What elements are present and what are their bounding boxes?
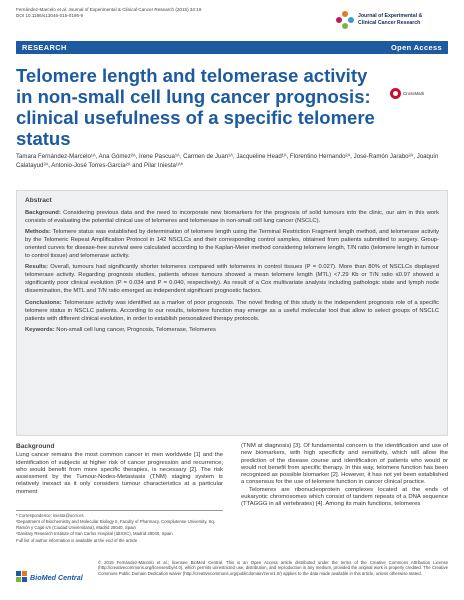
footnotes bbox=[16, 510, 223, 544]
affiliation-1: ¹Department of Biochemistry and Molecular Biology II, Faculty of Pharmacy, Complutense University, Sq. Ramón y Cajal s/n (Ciudad Universitaria), Madrid 28040, Spain bbox=[16, 519, 216, 530]
author-list: Tamara Fernández-Marcelo¹ᴬ, Ana Gómez²ᴬ, Irene Pascua¹ᴬ, Carmen de Juan¹ᴬ, Jacqueline Head¹ᴬ, Florentino Hernando²ᴬ, José-Ramón Jarabo²ᴬ, Joaquín Calatayud²ᴬ, Antonio-José Torres-García²ᴬ and Pilar Iniesta¹ᴬ* bbox=[16, 153, 439, 169]
publisher-logo-icon bbox=[16, 571, 28, 583]
license-text: © 2015 Fernández-Marcelo et al.; licensee BioMed Central. This is an Open Access article distributed under the terms of the Creative Commons Attribution License (http://creativecommons.org/licenses/by/4.0), which permits unrestricted use, distribution, and reproduction in any medium, provided the original work is properly credited. The Creative Commons Public Domain Dedication waiver (http://creativecommons.org/publicdomain/zero/1.0/) applies to the data made available in this article, unless otherwise stated. bbox=[98, 560, 448, 576]
full-list-note: Full list of author information is available at the end of the article bbox=[16, 537, 138, 543]
journal-name: Journal of Experimental & Clinical Cancer Research bbox=[358, 13, 423, 26]
abstract-heading: Abstract bbox=[25, 197, 52, 204]
open-access-label: Open Access bbox=[391, 43, 442, 52]
abstract-methods: Methods: Telomere status was established by determination of telomere length using the Terminal Restriction Fragment length method, and telomerase activity by the Telomeric Repeat Amplification Protocol in 142 NSCLCs and their corresponding control samples, obtained from patients submitted to surgery. Group-oriented curves for disease-free survival were calculated according to the Kaplan-Meier method considering telomere length, T/N ratio (telomere length in tumour to control tissue) and telomerase activity. bbox=[25, 229, 439, 260]
citation-line: Fernández-Marcelo et al. Journal of Experimental & Clinical Cancer Research (2015) 34:19 bbox=[16, 7, 202, 12]
body-column-left bbox=[16, 443, 223, 496]
crossmark-label: CrossMark bbox=[403, 91, 425, 96]
crossmark-icon bbox=[390, 88, 401, 99]
body-paragraph: (TNM at diagnosis) [3]. Of fundamental concern is the identification and use of new biomarkers, with high specificity and sensitivity, which will allow the prediction of the disease course and identification of patients who would or would not benefit from specific therapy. In this way, telomere function has been recognized as possible biomarker [2]. However, it has not yet been established a consensus for the use of telomere function in cancer clinical practice. bbox=[241, 443, 448, 486]
correspondence-note[interactable]: * Correspondence: iniesta@ucm.es bbox=[16, 513, 84, 518]
abstract-results: Results: Overall, tumours had significantly shorter telomeres compared with telomeres in control tissues (P = 0.027). More than 80% of NSCLCs displayed telomerase activity. Regarding prognosis studies, patients whose tumours showed a mean telomere length (MTL) <7.29 Kb or T/N ratio ≤0.97 showed a significantly poor clinical evolution (P = 0.034 and P = 0.040, respectively). As result of a Cox multivariate analysis including pathologic state and lymph node dissemination, the MTL and T/N ratio emerged as independent significant prognostic factors. bbox=[25, 264, 439, 295]
body-paragraph: Telomeres are ribonucleoprotein complexes located at the ends of eukaryotic chromosomes which consist of tandem repeats of a DNA sequence (TTAGGG in all vertebrates) [4]. Among its main functions, telomeres bbox=[241, 486, 448, 508]
background-heading: Background bbox=[16, 443, 55, 450]
publisher-logo[interactable] bbox=[16, 560, 90, 594]
crossmark-badge[interactable] bbox=[390, 88, 424, 99]
journal-logo-icon bbox=[336, 11, 354, 29]
abstract-conclusions: Conclusions: Telomerase activity was identified as a marker of poor prognosis. The novel finding of this study is the independent prognosis role of a specific telomere status in NSCLC patients. According to our results, telomere function may emerge as a useful molecular tool that allow to select groups of NSCLC patients with different clinical evolution, in order to establish personalized therapy protocols. bbox=[25, 299, 439, 322]
page-footer bbox=[16, 560, 448, 594]
body-column-right bbox=[241, 443, 448, 509]
abstract-background: Background: Considering previous data and the need to incorporate new biomarkers for the prognosis of solid tumours into the clinic, our aim in this work consists of evaluating the potential clinical use of telomeres and telomerase in non-small cell lung cancer (NSCLC). bbox=[25, 210, 439, 225]
doi-line: DOI 10.1186/s13046-015-0195-9 bbox=[16, 13, 84, 18]
journal-logo[interactable] bbox=[336, 8, 454, 32]
affiliation-2: ²Sanitary Research Institute of San Carlos Hospital (IdISSC), Madrid 28040, Spain bbox=[16, 531, 173, 537]
running-head bbox=[16, 7, 201, 19]
publisher-name: BioMed Central bbox=[30, 572, 83, 582]
abstract-keywords: Keywords: Non-small cell lung cancer, Prognosis, Telomerase, Telomeres bbox=[25, 326, 216, 333]
article-title: Telomere length and telomerase activity in non-small cell lung cancer prognosis: clinical usefulness of a specific telomere status bbox=[16, 65, 375, 149]
section-bar bbox=[16, 41, 448, 54]
section-label: RESEARCH bbox=[22, 43, 67, 52]
abstract-box bbox=[16, 190, 448, 436]
body-paragraph: Lung cancer remains the most common cancer in men worldwide [1] and the identification of subjects at higher risk of cancer progression and recurrence, who would benefit from more specific therapies, is necessary [2]. The risk assessment by the Tumour-Nodes-Metastasis (TNM) staging system is relatively inexact as it only considers tumour characteristics at a particular moment bbox=[16, 452, 223, 495]
